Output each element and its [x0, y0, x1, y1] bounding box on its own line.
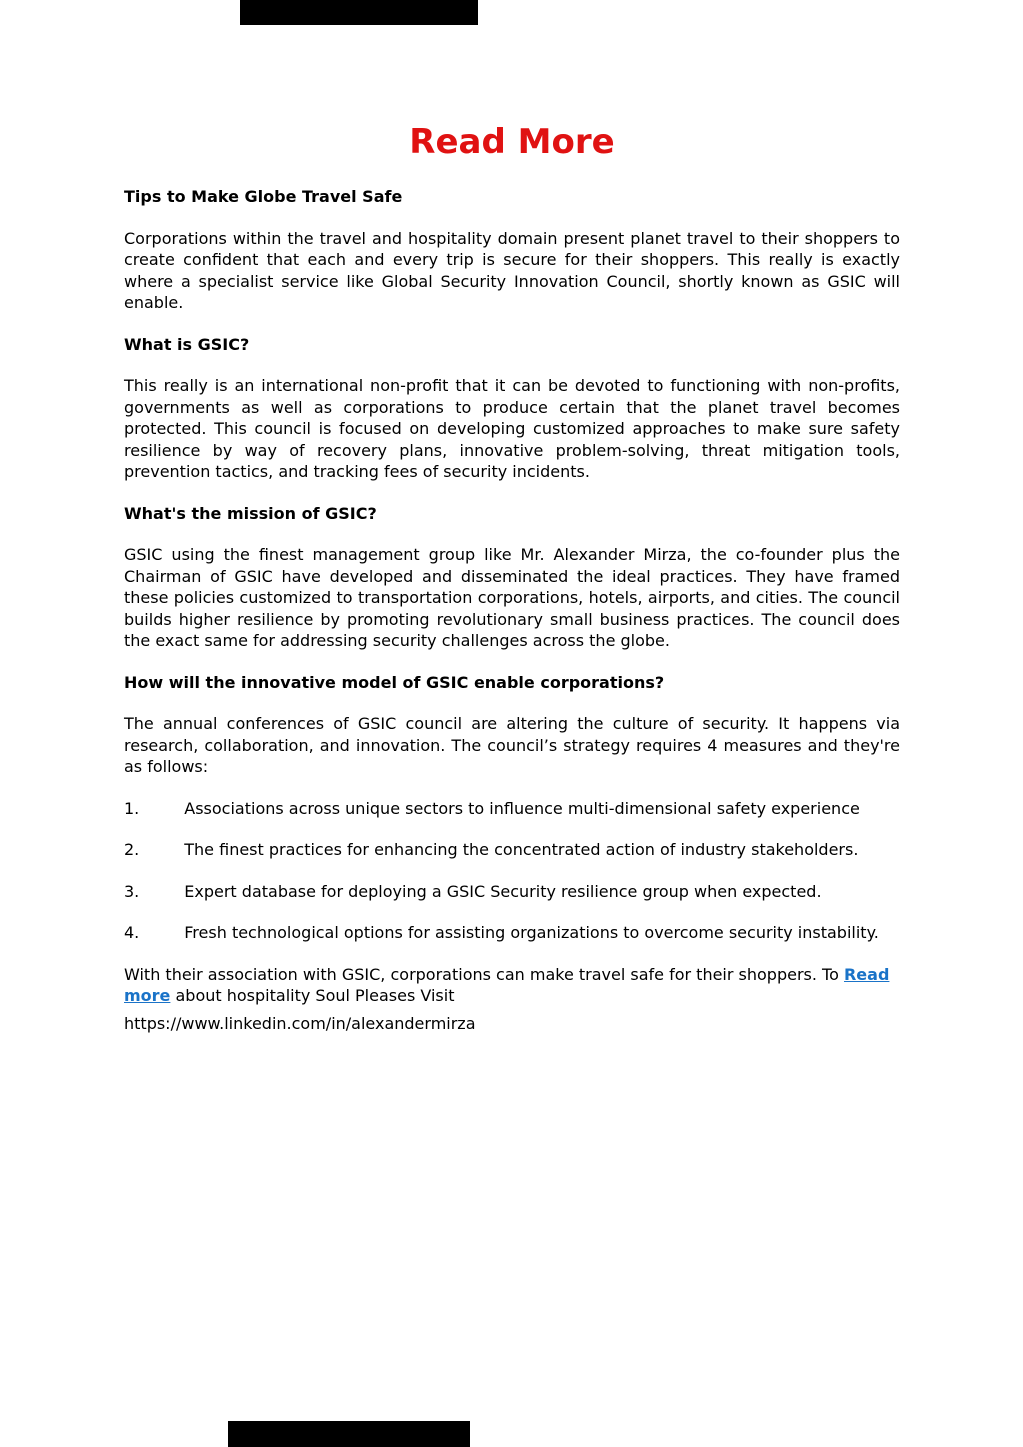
- list-item-text: The finest practices for enhancing the concentrated action of industry stakeholders.: [184, 840, 859, 859]
- list-item-number: 1.: [124, 798, 140, 818]
- document-content: [124, 122, 900, 1034]
- page-title: Read More: [409, 122, 615, 162]
- section-paragraph-tips: Corporations within the travel and hospitality domain present planet travel to their shoppers to create confident that each and every trip is secure for their shoppers. This really is exactly where a specialist service like Global Security Innovation Council, shortly known as GSIC will enable.: [124, 228, 900, 312]
- list-item-text: Fresh technological options for assisting organizations to overcome security instability.: [184, 923, 879, 942]
- section-paragraph-innovative-model: The annual conferences of GSIC council are altering the culture of security. It happens via research, collaboration, and innovation. The council’s strategy requires 4 measures and they're as follows:: [124, 714, 900, 776]
- list-item-number: 4.: [124, 923, 140, 942]
- list-item-text: Associations across unique sectors to influence multi-dimensional safety experience: [184, 798, 860, 818]
- read-more-link[interactable]: Read more: [124, 964, 890, 1005]
- black-bar-bottom: [228, 1421, 470, 1447]
- list-item: [124, 798, 900, 820]
- list-item-text: Expert database for deploying a GSIC Security resilience group when expected.: [184, 881, 822, 901]
- section-heading-tips: Tips to Make Globe Travel Safe: [124, 187, 403, 206]
- section-heading-what-is-gsic: What is GSIC?: [124, 334, 250, 354]
- linkedin-url: https://www.linkedin.com/in/alexandermirza: [124, 1013, 476, 1033]
- list-item-number: 3.: [124, 881, 140, 901]
- section-heading-mission: What's the mission of GSIC?: [124, 503, 377, 523]
- black-bar-top: [240, 0, 478, 25]
- section-heading-innovative-model: How will the innovative model of GSIC enable corporations?: [124, 672, 665, 692]
- list-item: [124, 881, 900, 903]
- footer-paragraph: [124, 964, 900, 1007]
- list-item: [124, 839, 900, 861]
- section-paragraph-mission: GSIC using the finest management group like Mr. Alexander Mirza, the co-founder plus the Chairman of GSIC have developed and disseminated the ideal practices. They have framed these policies customized to transportation corporations, hotels, airports, and cities. The council builds higher resilience by promoting revolutionary small business practices. The council does the exact same for addressing security challenges across the globe.: [124, 545, 900, 650]
- list-item-number: 2.: [124, 840, 140, 859]
- footer-text-after-link: about hospitality Soul Pleases Visit: [170, 986, 455, 1005]
- list-item: [124, 922, 900, 944]
- footer-text-before-link: With their association with GSIC, corporations can make travel safe for their shoppers. To: [124, 964, 844, 984]
- section-paragraph-what-is-gsic: This really is an international non-profit that it can be devoted to functioning with non-profits, governments as well as corporations to produce certain that the planet travel becomes protected. This council is focused on developing customized approaches to make sure safety resilience by way of recovery plans, innovative problem-solving, threat mitigation tools, prevention tactics, and tracking fees of security incidents.: [124, 376, 900, 481]
